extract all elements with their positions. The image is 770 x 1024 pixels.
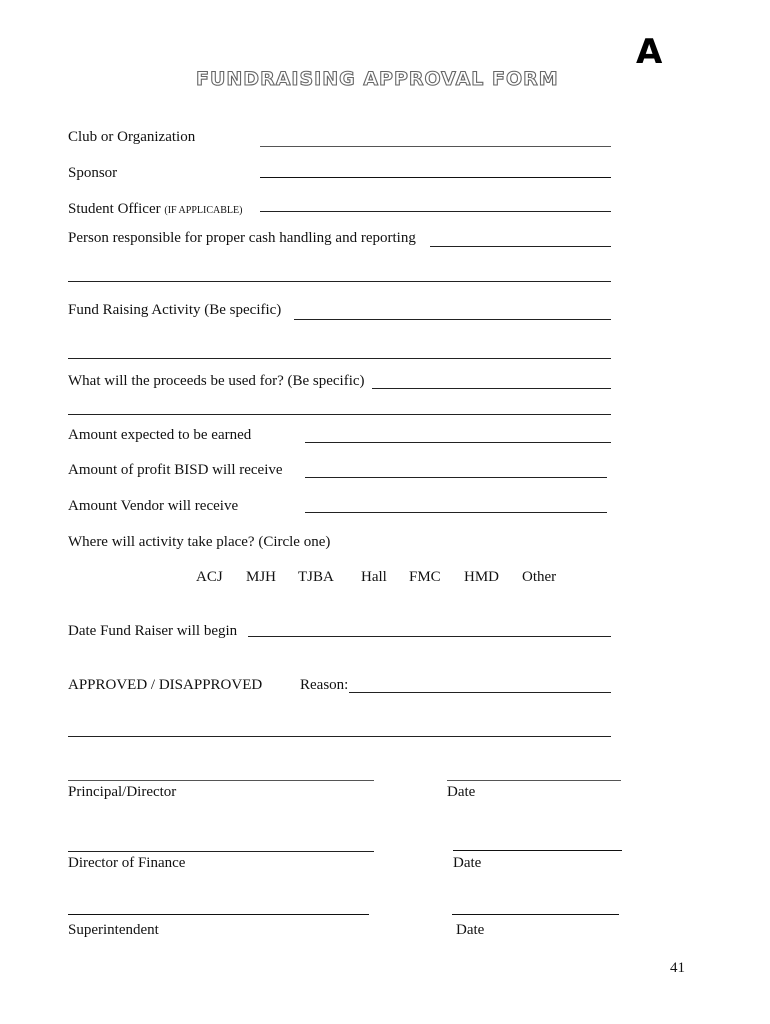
superintendent-date-label: Date [456, 922, 485, 938]
amount-vendor-field[interactable] [305, 512, 607, 513]
location-option-hmd[interactable]: HMD [464, 569, 500, 585]
location-option-fmc[interactable]: FMC [409, 569, 441, 585]
student-officer-note: (IF APPLICABLE) [164, 205, 243, 216]
club-field[interactable] [260, 146, 611, 147]
student-officer-field[interactable] [260, 211, 611, 212]
location-option-hall[interactable]: Hall [361, 569, 387, 585]
page-number: 41 [670, 960, 685, 976]
amount-bisd-label: Amount of profit BISD will receive [68, 462, 283, 478]
person-responsible-field[interactable] [430, 246, 611, 247]
form-letter-badge: A [636, 32, 663, 72]
location-option-mjh[interactable]: MJH [246, 569, 277, 585]
proceeds-field[interactable] [372, 388, 611, 389]
sponsor-field[interactable] [260, 177, 611, 178]
reason-field-continued[interactable] [68, 736, 611, 737]
finance-label: Director of Finance [68, 855, 186, 871]
activity-field-continued[interactable] [68, 358, 611, 359]
activity-field[interactable] [294, 319, 611, 320]
club-label: Club or Organization [68, 129, 196, 145]
finance-date-line[interactable] [453, 850, 622, 851]
begin-date-label: Date Fund Raiser will begin [68, 623, 238, 639]
student-officer-text: Student Officer [68, 201, 161, 217]
reason-field[interactable] [349, 692, 611, 693]
person-responsible-label: Person responsible for proper cash handling and reporting [68, 230, 416, 246]
principal-label: Principal/Director [68, 784, 177, 800]
person-responsible-field-continued[interactable] [68, 281, 611, 282]
proceeds-label: What will the proceeds be used for? (Be specific) [68, 373, 365, 389]
principal-date-line[interactable] [447, 780, 621, 781]
proceeds-field-continued[interactable] [68, 414, 611, 415]
form-title: FUNDRAISING APPROVAL FORM [196, 68, 559, 90]
location-option-tjba[interactable]: TJBA [298, 569, 334, 585]
location-label: Where will activity take place? (Circle one) [68, 534, 331, 550]
amount-expected-label: Amount expected to be earned [68, 427, 252, 443]
superintendent-label: Superintendent [68, 922, 159, 938]
location-option-other[interactable]: Other [522, 569, 557, 585]
reason-label: Reason: [300, 677, 349, 693]
principal-signature-line[interactable] [68, 780, 374, 781]
begin-date-field[interactable] [248, 636, 611, 637]
approval-status-label: APPROVED / DISAPPROVED [68, 677, 263, 693]
location-option-acj[interactable]: ACJ [196, 569, 223, 585]
amount-expected-field[interactable] [305, 442, 611, 443]
amount-vendor-label: Amount Vendor will receive [68, 498, 239, 514]
student-officer-label [68, 201, 242, 218]
sponsor-label: Sponsor [68, 165, 118, 181]
amount-bisd-field[interactable] [305, 477, 607, 478]
principal-date-label: Date [447, 784, 476, 800]
superintendent-date-line[interactable] [452, 914, 619, 915]
superintendent-signature-line[interactable] [68, 914, 369, 915]
finance-signature-line[interactable] [68, 851, 374, 852]
finance-date-label: Date [453, 855, 482, 871]
activity-label: Fund Raising Activity (Be specific) [68, 302, 282, 318]
